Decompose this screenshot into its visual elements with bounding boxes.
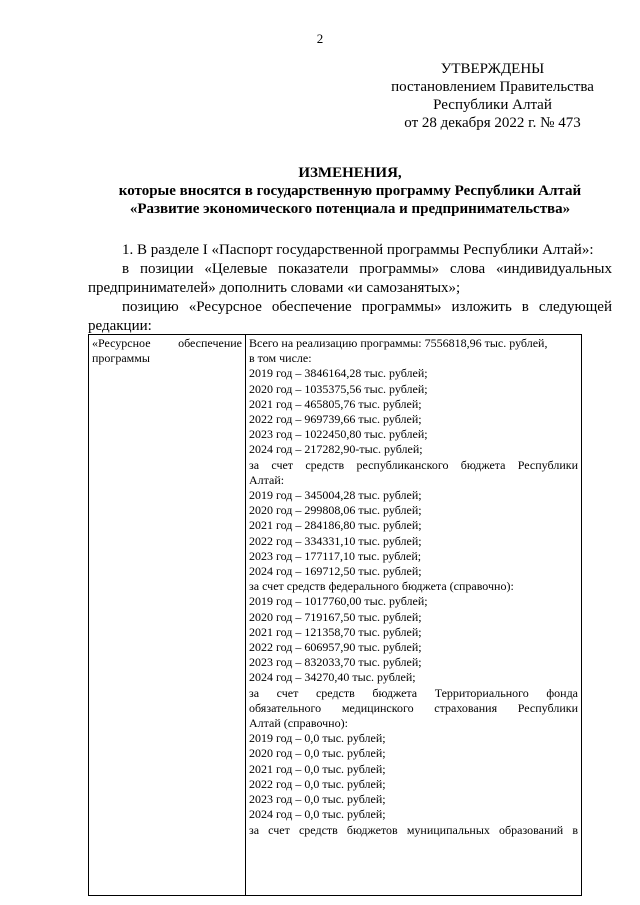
text-line: обязательного медицинского страхования Республики bbox=[249, 700, 578, 715]
table-content-cell bbox=[246, 335, 582, 896]
text-line: 2019 год – 0,0 тыс. рублей; bbox=[249, 731, 386, 746]
text-line: 2022 год – 606957,90 тыс. рублей; bbox=[249, 640, 422, 655]
body-text bbox=[88, 241, 612, 336]
text-line: в том числе: bbox=[249, 351, 312, 366]
text-line: 2019 год – 3846164,28 тыс. рублей; bbox=[249, 366, 428, 381]
paragraph: 1. В разделе I «Паспорт государственной программы Республики Алтай»: bbox=[122, 242, 594, 258]
text-line: 2024 год – 217282,90-тыс. рублей; bbox=[249, 442, 423, 457]
text-line: 2023 год – 177117,10 тыс. рублей; bbox=[249, 548, 422, 563]
text-line: 2024 год – 0,0 тыс. рублей; bbox=[249, 807, 386, 822]
text-line: 2019 год – 1017760,00 тыс. рублей; bbox=[249, 594, 428, 609]
text-line: за счет средств республиканского бюджета Республики bbox=[249, 457, 578, 472]
approval-stamp bbox=[385, 60, 600, 132]
approval-line: Республики Алтай bbox=[433, 97, 552, 113]
approval-line: от 28 декабря 2022 г. № 473 bbox=[404, 115, 581, 131]
text-line: 2024 год – 34270,40 тыс. рублей; bbox=[249, 670, 416, 685]
document-heading bbox=[60, 164, 640, 218]
text-line: 2024 год – 169712,50 тыс. рублей; bbox=[249, 564, 422, 579]
table-row bbox=[89, 335, 582, 896]
paragraph: позицию «Ресурсное обеспечение программы» изложить в следующей редакции: bbox=[88, 299, 612, 334]
text-line: 2020 год – 0,0 тыс. рублей; bbox=[249, 746, 386, 761]
text-line: 2023 год – 1022450,80 тыс. рублей; bbox=[249, 427, 428, 442]
text-line: Всего на реализацию программы: 7556818,96 тыс. рублей, bbox=[249, 336, 548, 350]
label-line: программы bbox=[92, 351, 150, 366]
text-line: 2023 год – 832033,70 тыс. рублей; bbox=[249, 655, 422, 670]
paragraph: в позиции «Целевые показатели программы» слова «индивидуальных предпринимателей» дополнить словами «и самозанятых»; bbox=[88, 261, 612, 296]
approval-line: УТВЕРЖДЕНЫ bbox=[440, 61, 545, 77]
text-line: 2021 год – 284186,80 тыс. рублей; bbox=[249, 518, 422, 533]
text-line: за счет средств федерального бюджета (справочно): bbox=[249, 579, 514, 594]
resource-table bbox=[88, 334, 582, 896]
text-line: 2020 год – 1035375,56 тыс. рублей; bbox=[249, 381, 428, 396]
text-line: 2022 год – 334331,10 тыс. рублей; bbox=[249, 533, 422, 548]
table-label-cell bbox=[89, 335, 246, 896]
heading-line: «Развитие экономического потенциала и предпринимательства» bbox=[129, 201, 571, 217]
heading-title: ИЗМЕНЕНИЯ, bbox=[298, 165, 402, 181]
text-line: Алтай (справочно): bbox=[249, 716, 348, 731]
label-line: «Ресурсное обеспечение bbox=[92, 336, 242, 350]
heading-line: которые вносятся в государственную программу Республики Алтай bbox=[118, 183, 582, 199]
text-line: 2022 год – 0,0 тыс. рублей; bbox=[249, 776, 386, 791]
approval-line: постановлением Правительства bbox=[391, 79, 594, 95]
text-line: Алтай: bbox=[249, 472, 285, 487]
text-line: 2021 год – 465805,76 тыс. рублей; bbox=[249, 396, 422, 411]
text-line: 2022 год – 969739,66 тыс. рублей; bbox=[249, 412, 422, 427]
text-line: 2021 год – 121358,70 тыс. рублей; bbox=[249, 624, 422, 639]
text-line: за счет средств бюджетов муниципальных образований в bbox=[249, 822, 578, 837]
text-line: 2021 год – 0,0 тыс. рублей; bbox=[249, 761, 386, 776]
text-line: 2023 год – 0,0 тыс. рублей; bbox=[249, 792, 386, 807]
text-line: 2020 год – 299808,06 тыс. рублей; bbox=[249, 503, 422, 518]
text-line: за счет средств бюджета Территориального фонда bbox=[249, 685, 578, 700]
page-number: 2 bbox=[316, 31, 324, 46]
text-line: 2020 год – 719167,50 тыс. рублей; bbox=[249, 609, 422, 624]
text-line: 2019 год – 345004,28 тыс. рублей; bbox=[249, 488, 422, 503]
